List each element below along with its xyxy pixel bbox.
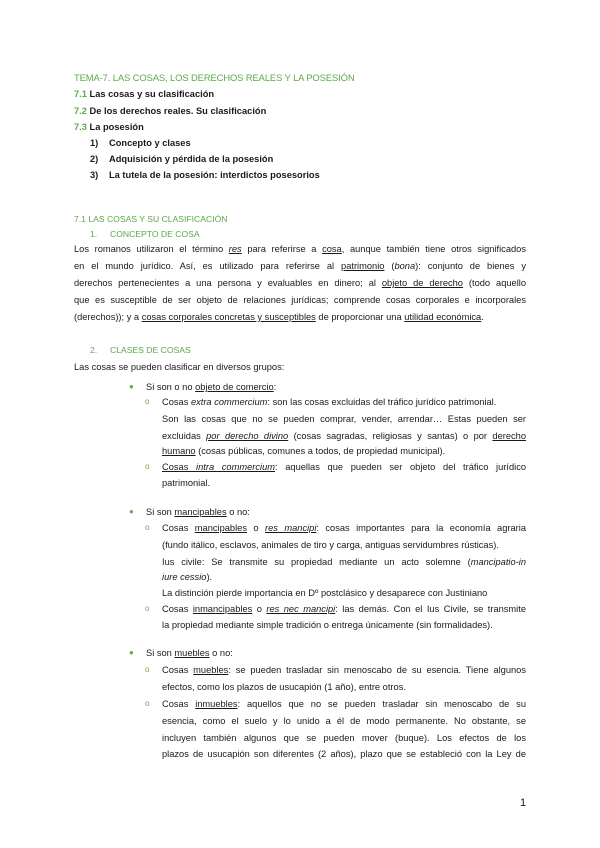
- toc-label: De los derechos reales. Su clasificación: [89, 106, 267, 116]
- text: derechos pertenecientes a una persona y evaluables en dinero; al: [74, 278, 382, 288]
- bullet-icon: ●: [129, 507, 134, 516]
- text: .: [481, 312, 484, 322]
- document-title: TEMA-7. LAS COSAS, LOS DERECHOS REALES Y LA POSESIÓN: [74, 72, 355, 83]
- text: derecho: [492, 431, 527, 441]
- subitem-line: esencia, como el suelo y lo unido a él de modo permanente. No obstante, se: [162, 716, 526, 726]
- text: o: [246, 523, 266, 533]
- text: o no:: [226, 507, 250, 517]
- text: intra commercium: [196, 462, 275, 472]
- circle-bullet-icon: o: [145, 604, 150, 613]
- text: inmancipables: [192, 604, 253, 614]
- subitem-line: incluyen también algunos que se pueden mover (buque). Los efectos de los: [162, 733, 526, 743]
- toc-num: 7.1: [74, 89, 87, 99]
- subtoc-num: 2): [90, 154, 99, 164]
- circle-bullet-icon: o: [145, 699, 150, 708]
- text: res mancipi: [265, 523, 317, 533]
- text: excluidas: [162, 431, 207, 441]
- subtoc-item-adquisicion[interactable]: Adquisición y pérdida de la posesión: [109, 154, 274, 164]
- text: por derecho divino: [206, 431, 289, 441]
- subitem-line: (fundo itálico, esclavos, animales de tiro y carga, antiguas servidumbres rústicas).: [162, 540, 499, 550]
- text: mancipables: [174, 507, 227, 517]
- toc-item-7-2[interactable]: [74, 105, 266, 117]
- subitem-line: plazos de usucapión son diferentes (2 años), plazo que se estableció con la Ley de: [162, 749, 526, 759]
- subitem-line: [162, 556, 526, 568]
- text: ).: [206, 572, 213, 582]
- text: : se pueden trasladar sin menoscabo de su esencia. Tiene algunos: [228, 665, 526, 675]
- subitem-line: La distinción pierde importancia en Dº postclásico y desaparece con Justiniano: [162, 588, 488, 598]
- text: res: [228, 244, 242, 254]
- text: humano: [162, 446, 196, 456]
- intro-text: Las cosas se pueden clasificar en diversos grupos:: [74, 362, 285, 372]
- subitem-line: [162, 571, 212, 583]
- text: (cosas sagradas, religiosas y santas) o por: [288, 431, 493, 441]
- toc-num: 7.3: [74, 122, 87, 132]
- subitem-line: efectos, como los plazos de usucapión (1 año), entre otros.: [162, 682, 406, 692]
- paragraph-line: [74, 243, 526, 255]
- text: mancipables: [194, 523, 247, 533]
- text: Si son o no: [146, 382, 196, 392]
- text: bona: [394, 261, 416, 271]
- text: objeto de derecho: [381, 278, 463, 288]
- circle-bullet-icon: o: [145, 397, 150, 406]
- text: , aunque también tiene otros significados: [341, 244, 526, 254]
- text: Cosas: [162, 462, 197, 472]
- subsection-heading: CONCEPTO DE COSA: [110, 229, 200, 239]
- text: Si son: [146, 507, 175, 517]
- text: Ius civile: Se transmite su propiedad mediante un acto solemne (: [162, 557, 471, 567]
- text: mancipatio-in: [470, 557, 526, 567]
- subitem-line: [162, 522, 526, 534]
- text: cosas corporales concretas y susceptibles: [141, 312, 316, 322]
- text: de proporcionar una: [315, 312, 405, 322]
- circle-bullet-icon: o: [145, 523, 150, 532]
- toc-num: 7.2: [74, 106, 87, 116]
- text: extra commercium: [190, 397, 268, 407]
- text: Cosas: [162, 523, 195, 533]
- text: Cosas: [162, 397, 191, 407]
- text: cosa: [322, 244, 342, 254]
- subitem-line: [162, 461, 526, 473]
- paragraph-line: [74, 277, 526, 289]
- text: Cosas: [162, 665, 194, 675]
- text: : aquellos que no se pueden trasladar sin menoscabo de su: [237, 699, 526, 709]
- subtoc-num: 3): [90, 170, 99, 180]
- text: muebles: [174, 648, 210, 658]
- bullet-muebles: [146, 647, 233, 659]
- text: Cosas: [162, 699, 196, 709]
- text: objeto de comercio: [195, 382, 274, 392]
- text: o no:: [209, 648, 233, 658]
- bullet-icon: ●: [129, 648, 134, 657]
- text: (derechos)); y a: [74, 312, 142, 322]
- subsection-num: 1.: [90, 229, 98, 239]
- text: o: [252, 604, 267, 614]
- subtoc-num: 1): [90, 138, 99, 148]
- subitem-line: la propiedad mediante simple tradición o entrega únicamente (sin formalidades).: [162, 620, 493, 630]
- subitem-line: patrimonial.: [162, 478, 211, 488]
- subsection-heading: CLASES DE COSAS: [110, 345, 191, 355]
- toc-label: Las cosas y su clasificación: [89, 89, 215, 99]
- subsection-num: 2.: [90, 345, 98, 355]
- text: res nec mancipi: [266, 604, 336, 614]
- subitem-line: Son las cosas que no se pueden comprar, vender, arrendar… Estas pueden ser: [162, 414, 526, 424]
- toc-label: La posesión: [89, 122, 144, 132]
- text: Si son: [146, 648, 175, 658]
- text: utilidad económica: [404, 312, 482, 322]
- page-number: 1: [520, 797, 527, 809]
- text: Los romanos utilizaron el término: [74, 244, 229, 254]
- text: : aquellas que pueden ser objeto del tráfico jurídico: [275, 462, 527, 472]
- text: Cosas: [162, 604, 193, 614]
- text: (todo aquello: [462, 278, 527, 288]
- subitem-line: [162, 603, 526, 615]
- text: iure cessio: [162, 572, 207, 582]
- subitem-line: [162, 430, 526, 442]
- bullet-mancipables: [146, 506, 250, 518]
- bullet-commerce: [146, 381, 276, 393]
- paragraph-line: [74, 260, 526, 272]
- subitem-line: [162, 664, 526, 676]
- text: (cosas públicas, comunes a todos, de propiedad municipal).: [195, 446, 446, 456]
- text: (: [384, 261, 395, 271]
- subitem-line: [162, 698, 526, 710]
- text: patrimonio: [341, 261, 385, 271]
- text: ): conjunto de bienes y: [415, 261, 527, 271]
- text: para referirse a: [241, 244, 323, 254]
- text: inmuebles: [195, 699, 238, 709]
- toc-item-7-1[interactable]: [74, 88, 214, 100]
- subitem-line: [162, 396, 496, 408]
- toc-item-7-3[interactable]: [74, 121, 144, 133]
- subitem-line: [162, 445, 445, 457]
- text: muebles: [193, 665, 229, 675]
- bullet-icon: ●: [129, 382, 134, 391]
- paragraph-line: que es susceptible de ser objeto de relaciones jurídicas; comprende cosas corporales e incorporales: [74, 295, 526, 305]
- text: : cosas importantes para la economía agraria: [316, 523, 526, 533]
- text: en el mundo jurídico. Así, es utilizado para referirse al: [74, 261, 342, 271]
- text: : son las cosas excluidas del tráfico jurídico patrimonial.: [267, 397, 497, 407]
- text: :: [273, 382, 277, 392]
- circle-bullet-icon: o: [145, 665, 150, 674]
- circle-bullet-icon: o: [145, 462, 150, 471]
- text: : las demás. Con el Ius Civile, se transmite: [335, 604, 526, 614]
- subtoc-item-concepto[interactable]: Concepto y clases: [109, 138, 191, 148]
- subtoc-item-tutela[interactable]: La tutela de la posesión: interdictos posesorios: [109, 170, 320, 180]
- paragraph-line: [74, 311, 484, 323]
- section-heading: 7.1 LAS COSAS Y SU CLASIFICACIÓN: [74, 214, 228, 224]
